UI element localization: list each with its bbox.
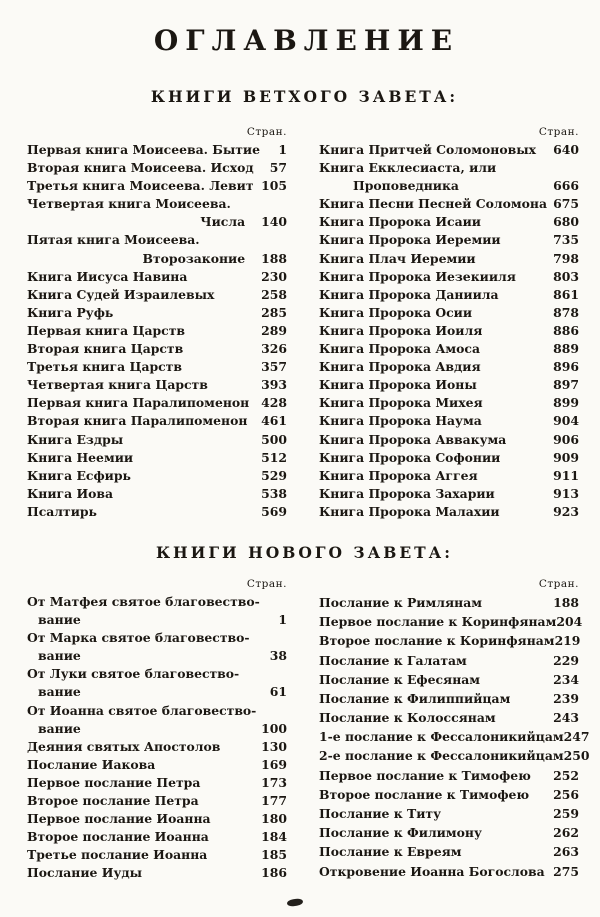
toc-entry — [27, 268, 287, 286]
entry-page-number: 569 — [261, 503, 287, 519]
entry-title: Деяния святых Апостолов — [27, 738, 221, 754]
toc-entry — [27, 467, 287, 485]
entry-title: Книга Пророка Захарии — [319, 485, 495, 501]
entry-page-number: 263 — [553, 844, 579, 860]
entry-title: Книга Пророка Иеремии — [319, 232, 501, 248]
entry-title: Первая книга Моисеева. Бытие — [27, 142, 261, 157]
entry-title: Книга Пророка Малахии — [319, 503, 500, 519]
entry-page-number: 180 — [261, 811, 287, 827]
toc-entry — [319, 394, 579, 412]
entry-title: Послание к Римлянам — [319, 594, 483, 610]
toc-entry — [319, 177, 579, 195]
entry-page-number: 896 — [553, 359, 579, 375]
entry-title: Книга Пророка Осии — [319, 304, 473, 320]
entry-title: Второе послание Иоанна — [27, 829, 209, 845]
entry-page-number: 393 — [261, 377, 287, 393]
entry-page-number: 275 — [553, 863, 579, 879]
entry-page-number: 878 — [553, 304, 579, 320]
entry-title: Книга Пророка Аввакума — [319, 431, 507, 447]
page-number-column-label: Стран. — [246, 126, 287, 138]
entry-page-number: 239 — [553, 690, 579, 706]
entry-title: Книга Пророка Амоса — [319, 341, 481, 357]
toc-entry — [27, 286, 287, 304]
entry-title: Книга Пророка Иезекииля — [319, 268, 516, 284]
toc-entry — [319, 670, 579, 689]
entry-page-number: 911 — [553, 467, 579, 483]
entry-title: Книга Екклесиаста, или — [319, 160, 497, 176]
toc-entry — [27, 394, 287, 412]
toc-entry — [319, 727, 590, 746]
entry-title: Откровение Иоанна Богослова — [319, 863, 545, 879]
toc-entry — [27, 629, 287, 647]
toc-entry — [319, 593, 579, 612]
entry-title: 1-е послание к Фессалоникийцам — [319, 729, 564, 745]
toc-entry — [319, 708, 579, 727]
entry-title: Первое послание Петра — [27, 774, 201, 790]
entry-title: От Марка святое благовество- — [27, 630, 250, 646]
toc-entry — [319, 467, 579, 485]
entry-title: Книга Неемии — [27, 449, 134, 465]
entry-title: От Матфея святое благовество- — [27, 593, 260, 609]
entry-title: От Луки святое благовество- — [27, 666, 240, 682]
entry-page-number: 680 — [553, 214, 579, 230]
toc-entry — [27, 720, 287, 738]
toc-entry — [27, 774, 287, 792]
page-number-column-label: Стран. — [246, 577, 287, 590]
entry-title: вание — [38, 648, 81, 664]
toc-entry — [319, 485, 579, 503]
toc-entry — [27, 322, 287, 340]
toc-entry — [27, 195, 287, 213]
toc-entry — [27, 683, 287, 701]
toc-entry — [27, 792, 287, 810]
entry-page-number: 906 — [553, 431, 579, 447]
entry-title: Книга Пророка Софонии — [319, 449, 501, 465]
toc-entry — [319, 612, 583, 631]
entry-page-number: 177 — [261, 793, 287, 808]
entry-title: Послание к Евреям — [319, 844, 462, 860]
new-testament-left-column — [27, 562, 287, 883]
entry-title: Послание к Филимону — [319, 825, 482, 841]
section-new-testament — [27, 542, 590, 883]
entry-title: Книга Пророка Аггея — [319, 467, 478, 483]
entry-title: Послание Иуды — [27, 865, 143, 881]
entry-title: Книга Ездры — [27, 431, 124, 447]
entry-title: Книга Есфирь — [27, 467, 131, 483]
entry-page-number: 57 — [269, 160, 287, 176]
entry-page-number: 913 — [553, 485, 579, 501]
entry-page-number: 38 — [269, 648, 287, 664]
entry-title: От Иоанна святое благовество- — [27, 702, 257, 718]
section-old-testament — [27, 87, 579, 521]
toc-entry — [319, 746, 590, 765]
entry-title: Первое послание Иоанна — [27, 811, 211, 827]
entry-page-number: 258 — [261, 286, 287, 302]
toc-entry — [319, 268, 579, 286]
entry-page-number: 219 — [554, 633, 581, 649]
entry-title: Книга Плач Иеремии — [319, 250, 476, 266]
toc-entry — [319, 195, 579, 213]
entry-title: Книга Руфь — [27, 304, 114, 320]
entry-title: Числа — [200, 214, 246, 230]
old-testament-right-column — [319, 106, 579, 521]
toc-entry — [319, 376, 579, 394]
entry-page-number: 234 — [553, 671, 579, 687]
toc-entry — [319, 358, 579, 376]
entry-page-number: 889 — [553, 341, 579, 357]
toc-entry — [319, 823, 579, 842]
entry-title: вание — [38, 612, 81, 628]
toc-entry — [27, 485, 287, 503]
toc-entry — [319, 322, 579, 340]
entry-page-number: 184 — [261, 829, 287, 845]
toc-entry — [319, 159, 579, 177]
entry-title: Четвертая книга Моисеева. — [27, 196, 231, 212]
new-testament-heading: КНИГИ НОВОГО ЗАВЕТА: — [155, 542, 454, 562]
toc-entry — [27, 756, 287, 774]
toc-entry — [27, 159, 287, 177]
entry-title: Книга Притчей Соломоновых — [319, 142, 537, 157]
scan-artifact — [287, 898, 304, 907]
toc-entry — [27, 449, 287, 467]
toc-entry — [27, 231, 287, 249]
toc-entry — [27, 376, 287, 394]
entry-page-number: 169 — [261, 756, 287, 772]
entry-title: Послание Иакова — [27, 756, 156, 772]
toc-entry — [319, 340, 579, 358]
toc-entry — [27, 647, 287, 665]
entry-title: Послание к Филиппийцам — [319, 690, 511, 706]
toc-entry — [319, 689, 579, 708]
entry-title: Пятая книга Моисеева. — [27, 232, 200, 248]
entry-title: Послание к Ефесянам — [319, 671, 481, 687]
entry-page-number: 229 — [553, 652, 579, 668]
entry-title: Книга Пророка Даниила — [319, 286, 499, 302]
entry-title: Послание к Титу — [319, 806, 442, 822]
page-number-column-label: Стран. — [538, 126, 579, 138]
entry-page-number: 886 — [553, 322, 579, 338]
entry-page-number: 666 — [553, 178, 579, 194]
entry-page-number: 289 — [261, 322, 287, 338]
entries-list — [27, 141, 287, 521]
toc-entry — [27, 738, 287, 756]
entry-title: Третья книга Царств — [27, 359, 182, 375]
toc-entry — [27, 810, 287, 828]
new-testament-right-column — [319, 562, 590, 883]
entry-page-number: 285 — [261, 304, 287, 320]
toc-entry — [27, 864, 287, 882]
entry-page-number: 140 — [261, 214, 287, 230]
entry-page-number: 529 — [261, 467, 287, 483]
entry-title: Книга Пророка Наума — [319, 413, 482, 429]
entry-page-number: 186 — [261, 865, 287, 881]
toc-entry — [319, 804, 579, 823]
entry-title: Четвертая книга Царств — [27, 377, 208, 393]
entry-title: Второе послание к Коринфянам — [319, 633, 555, 649]
toc-entry — [319, 304, 579, 322]
entry-title: Второзаконие — [142, 250, 246, 266]
entry-title: Третья книга Моисеева. Левит — [27, 178, 254, 194]
toc-entry — [27, 846, 287, 864]
entry-page-number: 185 — [261, 847, 287, 863]
new-testament-columns — [27, 562, 590, 883]
entry-page-number: 512 — [261, 449, 287, 465]
entry-title: Книга Иисуса Навина — [27, 268, 188, 284]
entry-page-number: 861 — [553, 286, 579, 302]
entry-title: Псалтирь — [27, 503, 97, 519]
toc-entry — [27, 213, 287, 231]
entry-title: Книга Судей Израилевых — [27, 286, 215, 302]
entry-page-number: 173 — [261, 774, 287, 790]
entry-title: Второе послание Петра — [27, 793, 199, 808]
entry-page-number: 428 — [261, 395, 287, 411]
toc-entry — [319, 785, 579, 804]
entry-title: Второе послание к Тимофею — [319, 786, 530, 802]
entry-page-number: 798 — [553, 250, 579, 266]
entry-page-number: 357 — [261, 359, 287, 375]
entry-page-number: 326 — [261, 341, 287, 357]
toc-entry — [319, 231, 579, 249]
entry-page-number: 909 — [553, 449, 579, 465]
toc-entry — [319, 141, 579, 159]
entry-page-number: 538 — [261, 485, 287, 501]
entry-title: Послание к Галатам — [319, 652, 467, 668]
toc-entry — [27, 358, 287, 376]
entry-title: Первое послание к Коринфянам — [319, 614, 557, 630]
old-testament-columns — [27, 106, 579, 521]
entry-title: 2-е послание к Фессалоникийцам — [319, 748, 564, 764]
toc-entry — [319, 862, 579, 881]
entry-title: вание — [38, 684, 81, 700]
entry-page-number: 250 — [563, 748, 590, 764]
entry-title: Книга Пророка Михея — [319, 395, 483, 411]
old-testament-left-column — [27, 106, 287, 521]
toc-entry — [319, 286, 579, 304]
entry-page-number: 262 — [553, 825, 579, 841]
toc-entry — [319, 651, 579, 670]
entry-page-number: 230 — [261, 268, 287, 284]
entries-list — [27, 593, 287, 883]
toc-entry — [27, 340, 287, 358]
toc-entry — [319, 766, 579, 785]
entry-page-number: 899 — [553, 395, 579, 411]
entry-page-number: 252 — [553, 767, 579, 783]
toc-entry — [319, 842, 579, 861]
entry-page-number: 675 — [553, 196, 579, 212]
entry-page-number: 204 — [556, 614, 583, 630]
entry-title: Первое послание к Тимофею — [319, 767, 531, 783]
entry-title: Третье послание Иоанна — [27, 847, 208, 863]
toc-entry — [319, 431, 579, 449]
entry-title: Проповедника — [353, 178, 459, 194]
entry-title: Книга Пророка Исаии — [319, 214, 481, 230]
toc-entry — [319, 250, 579, 268]
entry-title: Вторая книга Царств — [27, 341, 184, 357]
page-title: ОГЛАВЛЕНИЕ — [153, 24, 460, 57]
toc-entry — [27, 828, 287, 846]
toc-entry — [27, 250, 287, 268]
entry-page-number: 461 — [261, 413, 287, 429]
entry-page-number: 923 — [553, 503, 579, 519]
toc-entry — [319, 412, 579, 430]
toc-entry — [27, 702, 287, 720]
toc-entry — [319, 503, 579, 521]
entry-title: Послание к Колоссянам — [319, 710, 496, 726]
toc-entry — [27, 503, 287, 521]
toc-entry — [27, 141, 287, 159]
entry-title: Вторая книга Моисеева. Исход — [27, 160, 254, 176]
toc-entry — [27, 304, 287, 322]
entry-page-number: 243 — [553, 710, 579, 726]
old-testament-heading: КНИГИ ВЕТХОГО ЗАВЕТА: — [150, 87, 459, 106]
entry-page-number: 188 — [553, 594, 579, 610]
toc-entry — [319, 631, 579, 650]
entries-list — [319, 141, 579, 521]
toc-entry — [27, 177, 287, 195]
entry-title: Книга Пророка Авдия — [319, 359, 481, 375]
entry-title: вание — [38, 720, 81, 736]
toc-entry — [27, 593, 287, 611]
entry-page-number: 188 — [261, 250, 287, 266]
page-number-column-label: Стран. — [538, 577, 579, 590]
entry-page-number: 247 — [563, 729, 590, 745]
entry-page-number: 256 — [553, 786, 579, 802]
entry-page-number: 640 — [553, 142, 579, 157]
entry-title: Книга Пророка Иоиля — [319, 322, 483, 338]
entry-page-number: 897 — [553, 377, 579, 393]
entry-page-number: 259 — [553, 806, 579, 822]
entry-page-number: 130 — [261, 738, 287, 754]
entry-page-number: 105 — [261, 178, 287, 194]
entry-page-number: 61 — [269, 684, 287, 700]
entry-page-number: 803 — [553, 268, 579, 284]
toc-entry — [319, 213, 579, 231]
entry-page-number: 100 — [261, 720, 287, 736]
entry-page-number: 735 — [553, 232, 579, 248]
entries-list — [319, 593, 590, 881]
entry-title: Книга Песни Песней Соломона — [319, 196, 548, 212]
entry-page-number: 904 — [553, 413, 579, 429]
entry-title: Вторая книга Паралипоменон — [27, 413, 248, 429]
entry-title: Первая книга Царств — [27, 322, 185, 338]
entry-title: Первая книга Паралипоменон — [27, 395, 250, 411]
entry-title: Книга Иова — [27, 485, 114, 501]
toc-entry — [27, 412, 287, 430]
toc-entry — [27, 431, 287, 449]
entry-page-number: 500 — [261, 431, 287, 447]
entry-page-number: 1 — [278, 142, 287, 157]
toc-entry — [27, 611, 287, 629]
toc-entry — [319, 449, 579, 467]
entry-page-number: 1 — [278, 612, 287, 628]
toc-entry — [27, 665, 287, 683]
entry-title: Книга Пророка Ионы — [319, 377, 477, 393]
